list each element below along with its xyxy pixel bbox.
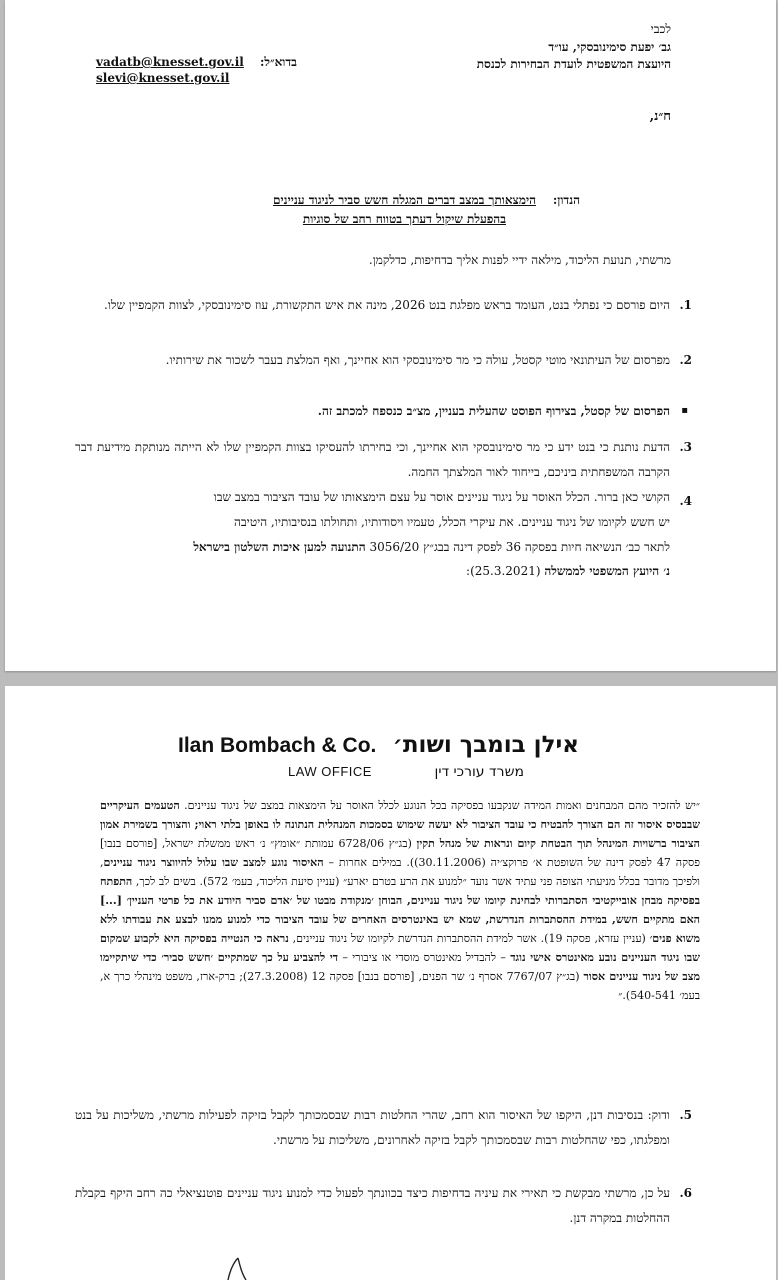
quote-part-1: ״יש להזכיר מהם המבחנים ואמות המידה שנקבעו בפסיקה בכל הנוגע לכלל האוסר על הימצאות במצב של ניגוד עניינים. [179, 799, 701, 812]
paragraph-4-line-3-text: לתאר כב׳ הנשיאה חיות בפסקה 36 לפסק דינה בבג״ץ 3056/20 [365, 540, 670, 554]
letter-page-1 [5, 0, 776, 671]
subject-label: הנדון: [552, 193, 580, 207]
quote-part-4: האיסור נוגע למצב שבו עלול להיווצר ניגוד עניינים [103, 856, 324, 869]
case-name-part-1: התנועה למען איכות השלטון בישראל [193, 540, 366, 554]
email-label: בדוא״ל: [260, 55, 297, 69]
quote-part-11: (בג״ץ 7767/07 אסרף נ׳ שר הפנים, [פורסם בנבו] פסקה 12 (27.3.2008); ברק-ארז, משפט מינהלי כרך א, בעמ׳ 540-541).״ [100, 970, 700, 1002]
p2-number: 2. [679, 353, 692, 367]
quote-part-6: התפתח בפסיקה מבחן אובייקטיבי הסתברותי לבחינת קיומו של ניגוד עניינים, הבוחן ׳מנקודת מבטו של ׳אדם סביר היודע את כל פרטי העניין׳ [...] האם מתקיים חשש, במידת ההסתברות הנדרשת, שמא יש באינטרסים האחרים של עובד הציבור כדי למנוע ממנו לבצע את עבודתו ללא משוא פנים׳ [100, 875, 700, 945]
logo-hebrew-subtitle: משרד עורכי דין [434, 764, 524, 780]
intro-paragraph: מרשתי, תנועת הליכוד, מילאה ידיי לפנות אליך בדחיפות, כדלקמן. [368, 253, 671, 267]
letter-page-2 [5, 686, 776, 1280]
p3-number: 3. [679, 440, 692, 454]
to-line: לכבי [650, 22, 671, 36]
logo-hebrew: אילן בומבך ושות׳ [392, 732, 579, 758]
paragraph-6: על כן, מרשתי מבקשת כי תאירי את עיניה בדחיפות כיצד בכוונתך לפעול כדי למנוע ניגוד עניינים פוטנציאלי כה רחב היקף בקבלת ההחלטות במקרה דנן. [75, 1186, 670, 1225]
paragraph-3: הדעת נותנת כי בנט ידע כי מר סימינובסקי הוא אחיינך, וכי בחירתו להעסיקו בצוות הקמפיין שלו לא הייתה מנותקת מידיעת דבר הקרבה המשפחתית ביניכם, בייחוד לאור המלצתך החמה. [75, 440, 670, 479]
logo-english: Ilan Bombach & Co. [178, 734, 377, 757]
paragraph-4-line-1: הקושי כאן ברור. הכלל האוסר על ניגוד עניינים אוסר על עצם הימצאותו של עובד הציבור במצב שבו [213, 490, 670, 504]
paragraph-5: ודוק: בנסיבות דנן, היקפו של האיסור הוא רחב, שהרי החלטות רבות שבסמכותך לקבל בזיקה לפעילות מרשתי, משליכות על בנט ומפלגתו, כפי שהחלטות רבות שבסמכותך לקבל בזיקה לאחרונים, משליכות על מרשתי. [75, 1108, 670, 1147]
court-quote [100, 796, 700, 1005]
email-link-2[interactable]: slevi@knesset.gov.il [96, 71, 230, 85]
bullet-icon: ▪ [681, 405, 688, 416]
quote-part-10: די להצביע על כך שמתקיים ׳חשש סביר׳ כדי שיתקיימו מצב של ניגוד עניינים אסור [100, 951, 700, 983]
case-date: (25.3.2021): [466, 564, 545, 578]
paragraph-4-line-2: יש חשש לקיומו של ניגוד עניינים. את עיקרי הכלל, טעמיו ויסודותיו, ותחולתו בנסיבותיו, היטיבה [233, 515, 670, 529]
signature-mark [220, 1256, 270, 1280]
quote-part-5: , ולפיכך מדובר בכלל מניעתי הצופה פני עתיד אשר נועד ״למנוע את הרע בטרם יארע״ (עניין סיעת הליכוד, בעמ׳ 572). בשים לב לכך, [100, 856, 700, 888]
subject-line-1: הימצאותך במצב דברים המגלה חשש סביר לניגוד עניינים [273, 193, 536, 207]
p4-number: 4. [679, 494, 692, 508]
case-name-part-2: נ׳ היועץ המשפטי לממשלה [544, 564, 670, 578]
quote-part-3: (בג״ץ 6728/06 עמותת ״אומץ״ נ׳ ראש ממשלת ישראל, [פורסם בנבו] פסקה 47 לפסק דינה של השופטת א׳ פרוקצ׳יה (30.11.2006)). במילים אחרות – [100, 837, 701, 869]
p6-number: 6. [679, 1186, 692, 1200]
p5-number: 5. [679, 1108, 692, 1122]
recipient-name: גב׳ יפעת סימינובסקי, עו״ד [548, 40, 671, 54]
quote-part-2: הטעמים העיקריים שבבסיס איסור זה הם הצורך להבטיח כי עובד הציבור לא יעשה שימוש בסמכות המנהלית הנתונה לו באופן בלתי ראוי; והצורך בשמירת אמון הציבור ברשויות המינהל תוך הבטחת קיום ונראות של מנהל תקין [100, 799, 700, 850]
annex-note: הפרסום של קסטל, בצירוף הפוסט שהעלית בעניין, מצ״ב כנספח למכתב זה. [317, 404, 670, 418]
p1-number: 1. [679, 298, 692, 312]
quote-part-8: נראה כי הנטייה בפסיקה היא לקבוע שמקום שבו ניגוד העניינים נובע מאינטרס אישי נוגד [100, 932, 700, 964]
email-link-1[interactable]: vadatb@knesset.gov.il [96, 55, 244, 69]
logo-english-subtitle: LAW OFFICE [288, 764, 372, 779]
subject-line-2: בהפעלת שיקול דעתך בטווח רחב של סוגיות [302, 212, 506, 226]
recipient-title: היועצת המשפטית לועדת הבחירות לכנסת [476, 57, 671, 71]
quote-part-7: (עניין עזרא, פסקה 19). אשר למידת ההסתברות הנדרשת לקיומו של ניגוד עניינים, [288, 932, 650, 945]
paragraph-2: מפרסום של העיתונאי מוטי קסטל, עולה כי מר סימינובסקי הוא אחיינך, ואף המלצת בעבר לשכור את שירותיו. [165, 353, 670, 367]
quote-part-9: – להבדיל מאינטרס מוסדי או ציבורי – [338, 951, 511, 964]
paragraph-1: היום פורסם כי נפתלי בנט, העומד בראש מפלגת בנט 2026, מינה את איש התקשורת, עוז סימינובסקי, לצוות הקמפיין שלו. [104, 298, 670, 312]
paragraph-4-line-3 [193, 540, 670, 555]
paragraph-4-line-4 [466, 564, 670, 579]
greeting: ח״נ, [649, 109, 671, 124]
